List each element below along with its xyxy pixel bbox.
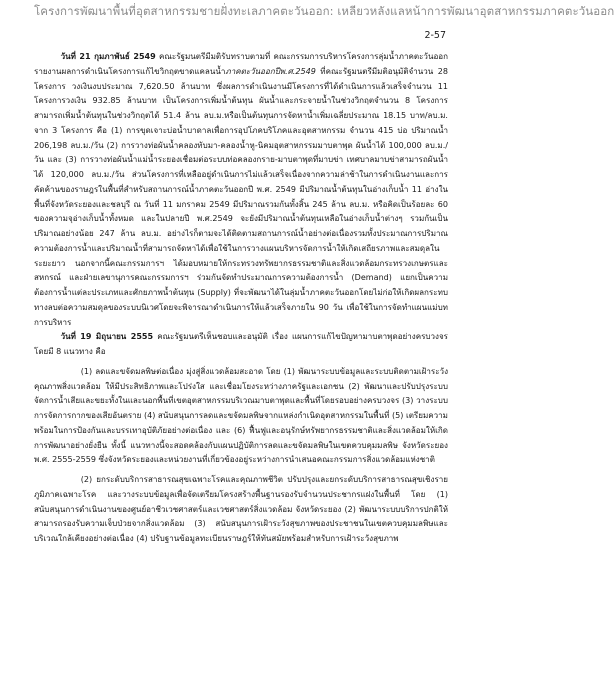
paragraph-text: คณะรัฐมนตรีมีมติรับทราบตามที่ คณะกรรมการบริหารโครงการลุ่มน้ำภาคตะวันออกรายงานผลการดำเนินโครงการแก้ไขวิกฤตขาดแคลนน้ำ [34,52,448,76]
paragraph-date: วันที่ 21 กุมภาพันธ์ 2549 [60,52,156,61]
list-item-public-health: (2) ยกระดับบริการสาธารณสุขเฉพาะโรคและคุณภาพชีวิต ปรับปรุงและยกระดับบริการสาธารณสุขเชิงรายภูมิภาคเฉพาะโรค และวางระบบข้อมูลเพื่อจัดเตรียมโครงสร้างพื้นฐานรองรับจำนวนประชากรแฝงในพื้นที่ โดย (1) สนับสนุนการดำเนินงานของศูนย์อาชีวเวชศาสตร์และเวชศาสตร์สิ่งแวดล้อม จังหวัดระยอง (2) พัฒนาระบบบริการปกติให้สามารถรองรับความเจ็บป่วยจากสิ่งแวดล้อม (3) สนับสนุนการเฝ้าระวังสุขภาพของประชาชนในเขตควบคุมมลพิษและบริเวณใกล้เคียงอย่างต่อเนื่อง (4) ปรับฐานข้อมูลทะเบียนราษฎร์ให้ทันสมัยพร้อมสำหรับการเฝ้าระวังสุขภาพ [34,475,448,543]
list-item-pollution: (1) ลดและขจัดมลพิษต่อเนื่อง มุ่งสู่สิ่งแวดล้อมสะอาด โดย (1) พัฒนาระบบข้อมูลและระบบติดตามเฝ้าระวังคุณภาพสิ่งแวดล้อม ให้มีประสิทธิภาพและโปร่งใส และเชื่อมโยงระหว่างภาครัฐและเอกชน (2) พัฒนาและปรับปรุงระบบจัดการน้ำเสียและขยะทั้งในและนอกพื้นที่เขตอุตสาหกรรมบริเวณมาบตาพุดและพื้นที่โดยรอบอย่างครบวงจร (3) วางระบบการจัดการกากของเสียอันตราย (4) สนับสนุนการลดและขจัดมลพิษจากแหล่งกำเนิดอุตสาหกรรมในพื้นที่ (5) เตรียมความพร้อมในการป้องกันและบรรเทาอุบัติภัยอย่างต่อเนื่อง และ (6) ฟื้นฟูและอนุรักษ์ทรัพยากรธรรมชาติและสิ่งแวดล้อมให้เกิดการพัฒนาอย่างยั่งยืน ทั้งนี้ แนวทางนี้จะสอดคล้องกับแผนปฏิบัติการลดและขจัดมลพิษในเขตควบคุมมลพิษ จังหวัดระยอง พ.ศ. 2555-2559 ซึ่งจังหวัดระยองและหน่วยงานที่เกี่ยวข้องอยู่ระหว่างการนำเสนอคณะกรรมการสิ่งแวดล้อมแห่งชาติ [34,366,448,465]
page-number: 2-57 [424,30,446,41]
paragraph-date: วันที่ 19 มิถุนายน 2555 [60,332,154,342]
paragraph-cabinet-2006 [34,50,448,330]
paragraph-italic-text: ภาคตะวันออกปีพ.ศ.2549 [225,66,316,76]
paragraph-text: คณะรัฐมนตรีเห็นชอบและอนุมัติ เรื่อง แผนการแก้ไขปัญหามาบตาพุดอย่างครบวงจร โดยมี 8 แนวทาง คือ [34,332,449,356]
body-text [34,50,448,547]
paragraph-text: ที่คณะรัฐมนตรีมีมติอนุมัติจำนวน 28 โครงการ วงเงินงบประมาณ 7,620.50 ล้านบาท ซึ่งผลการดำเนินงานมีโครงการที่ได้ดำเนินการแล้วเสร็จจำนวน 11 โครงการวงเงิน 932.85 ล้านบาท เป็นโครงการเพิ่มน้ำต้นทุน ผันน้ำและกระจายน้ำในช่วงวิกฤตจำนวน 8 โครงการ สามารถเพิ่มน้ำต้นทุนในช่วงวิกฤตได้ 51.4 ล้าน ลบ.ม.หรือเป็นต้นทุนการจัดหาน้ำเพิ่มเฉลี่ยประมาณ 18.15 บาท/ลบ.ม. จาก 3 โครงการ คือ (1) การขุดเจาะบ่อน้ำบาดาลเพื่อการอุปโภคบริโภคและอุตสาหกรรม จำนวน 415 บ่อ ปริมาณน้ำ 206,198 ลบ.ม./วัน (2) การวางท่อผันน้ำคลองทับมา-คลองน้ำหู-นิคมอุตสาหกรรมมาบตาพุด ผันน้ำได้ 100,000 ลบ.ม./วัน และ (3) การวางท่อผันน้ำแม่น้ำระยองเชื่อมต่อระบบท่อคลองกราย-มาบตาพุดที่มาบข่า เทศบาลมาบข่าสามารถผันน้ำได้ 120,000 ลบ.ม./วัน ส่วนโครงการที่เหลืออยู่ดำเนินการไม่แล้วเสร็จเนื่องจากความล่าช้าในการดำเนินงานและการคัดค้านของราษฎรในพื้นที่สำหรับสถานการณ์น้ำภาคตะวันออกปี พ.ศ. 2549 มีปริมาณน้ำต้นทุนในอ่างเก็บน้ำ 11 อ่างในพื้นที่จังหวัดระยองและชลบุรี ณ วันที่ 11 มกราคม 2549 มีปริมาณรวมกันทั้งสิ้น 245 ล้าน ลบ.ม. หรือคิดเป็นร้อยละ 60 ของความจุอ่างเก็บน้ำทั้งหมด และในปลายปี พ.ศ.2549 จะยังมีปริมาณน้ำต้นทุนเหลือในอ่างเก็บน้ำต่างๆ รวมกันเป็นปริมาณอย่างน้อย 247 ล้าน ลบ.ม. อย่างไรก็ตามจะได้ติดตามสถานการณ์น้ำอย่างต่อเนื่องรวมทั้งประมาณการปริมาณความต้องการน้ำและปริมาณน้ำที่สามารถจัดหาได้เพื่อใช้ในการวางแผนบริหารจัดการน้ำให้เกิดเสถียรภาพและสมดุลในระยะยาว นอกจากนี้คณะกรรมการฯ ได้มอบหมายให้กระทรวงทรัพยากรธรรมชาติและสิ่งแวดล้อมกระทรวงเกษตรและสหกรณ์ และฝ่ายเลขานุการคณะกรรมการฯ ร่วมกันจัดทำประมาณการความต้องการน้ำ (Demand) แยกเป็นความต้องการน้ำแต่ละประเภทและศักยภาพน้ำต้นทุน (Supply) ที่จะพัฒนาได้ในลุ่มน้ำภาคตะวันออกโดยไม่ก่อให้เกิดผลกระทบทางลบต่อความสมดุลของระบบนิเวศโดยจะพิจารณาดำเนินการให้แล้วเสร็จภายใน 90 วัน เพื่อใช้ในการจัดทำแผนแม่บทการบริหาร [34,66,448,327]
paragraph-cabinet-2012 [34,330,448,360]
running-header: โครงการพัฒนาพื้นที่อุตสาหกรรมชายฝั่งทะเลภาคตะวันออก: เหลียวหลังแลหน้าการพัฒนาอุตสาหกรรมภาคตะวันออก [34,4,614,18]
